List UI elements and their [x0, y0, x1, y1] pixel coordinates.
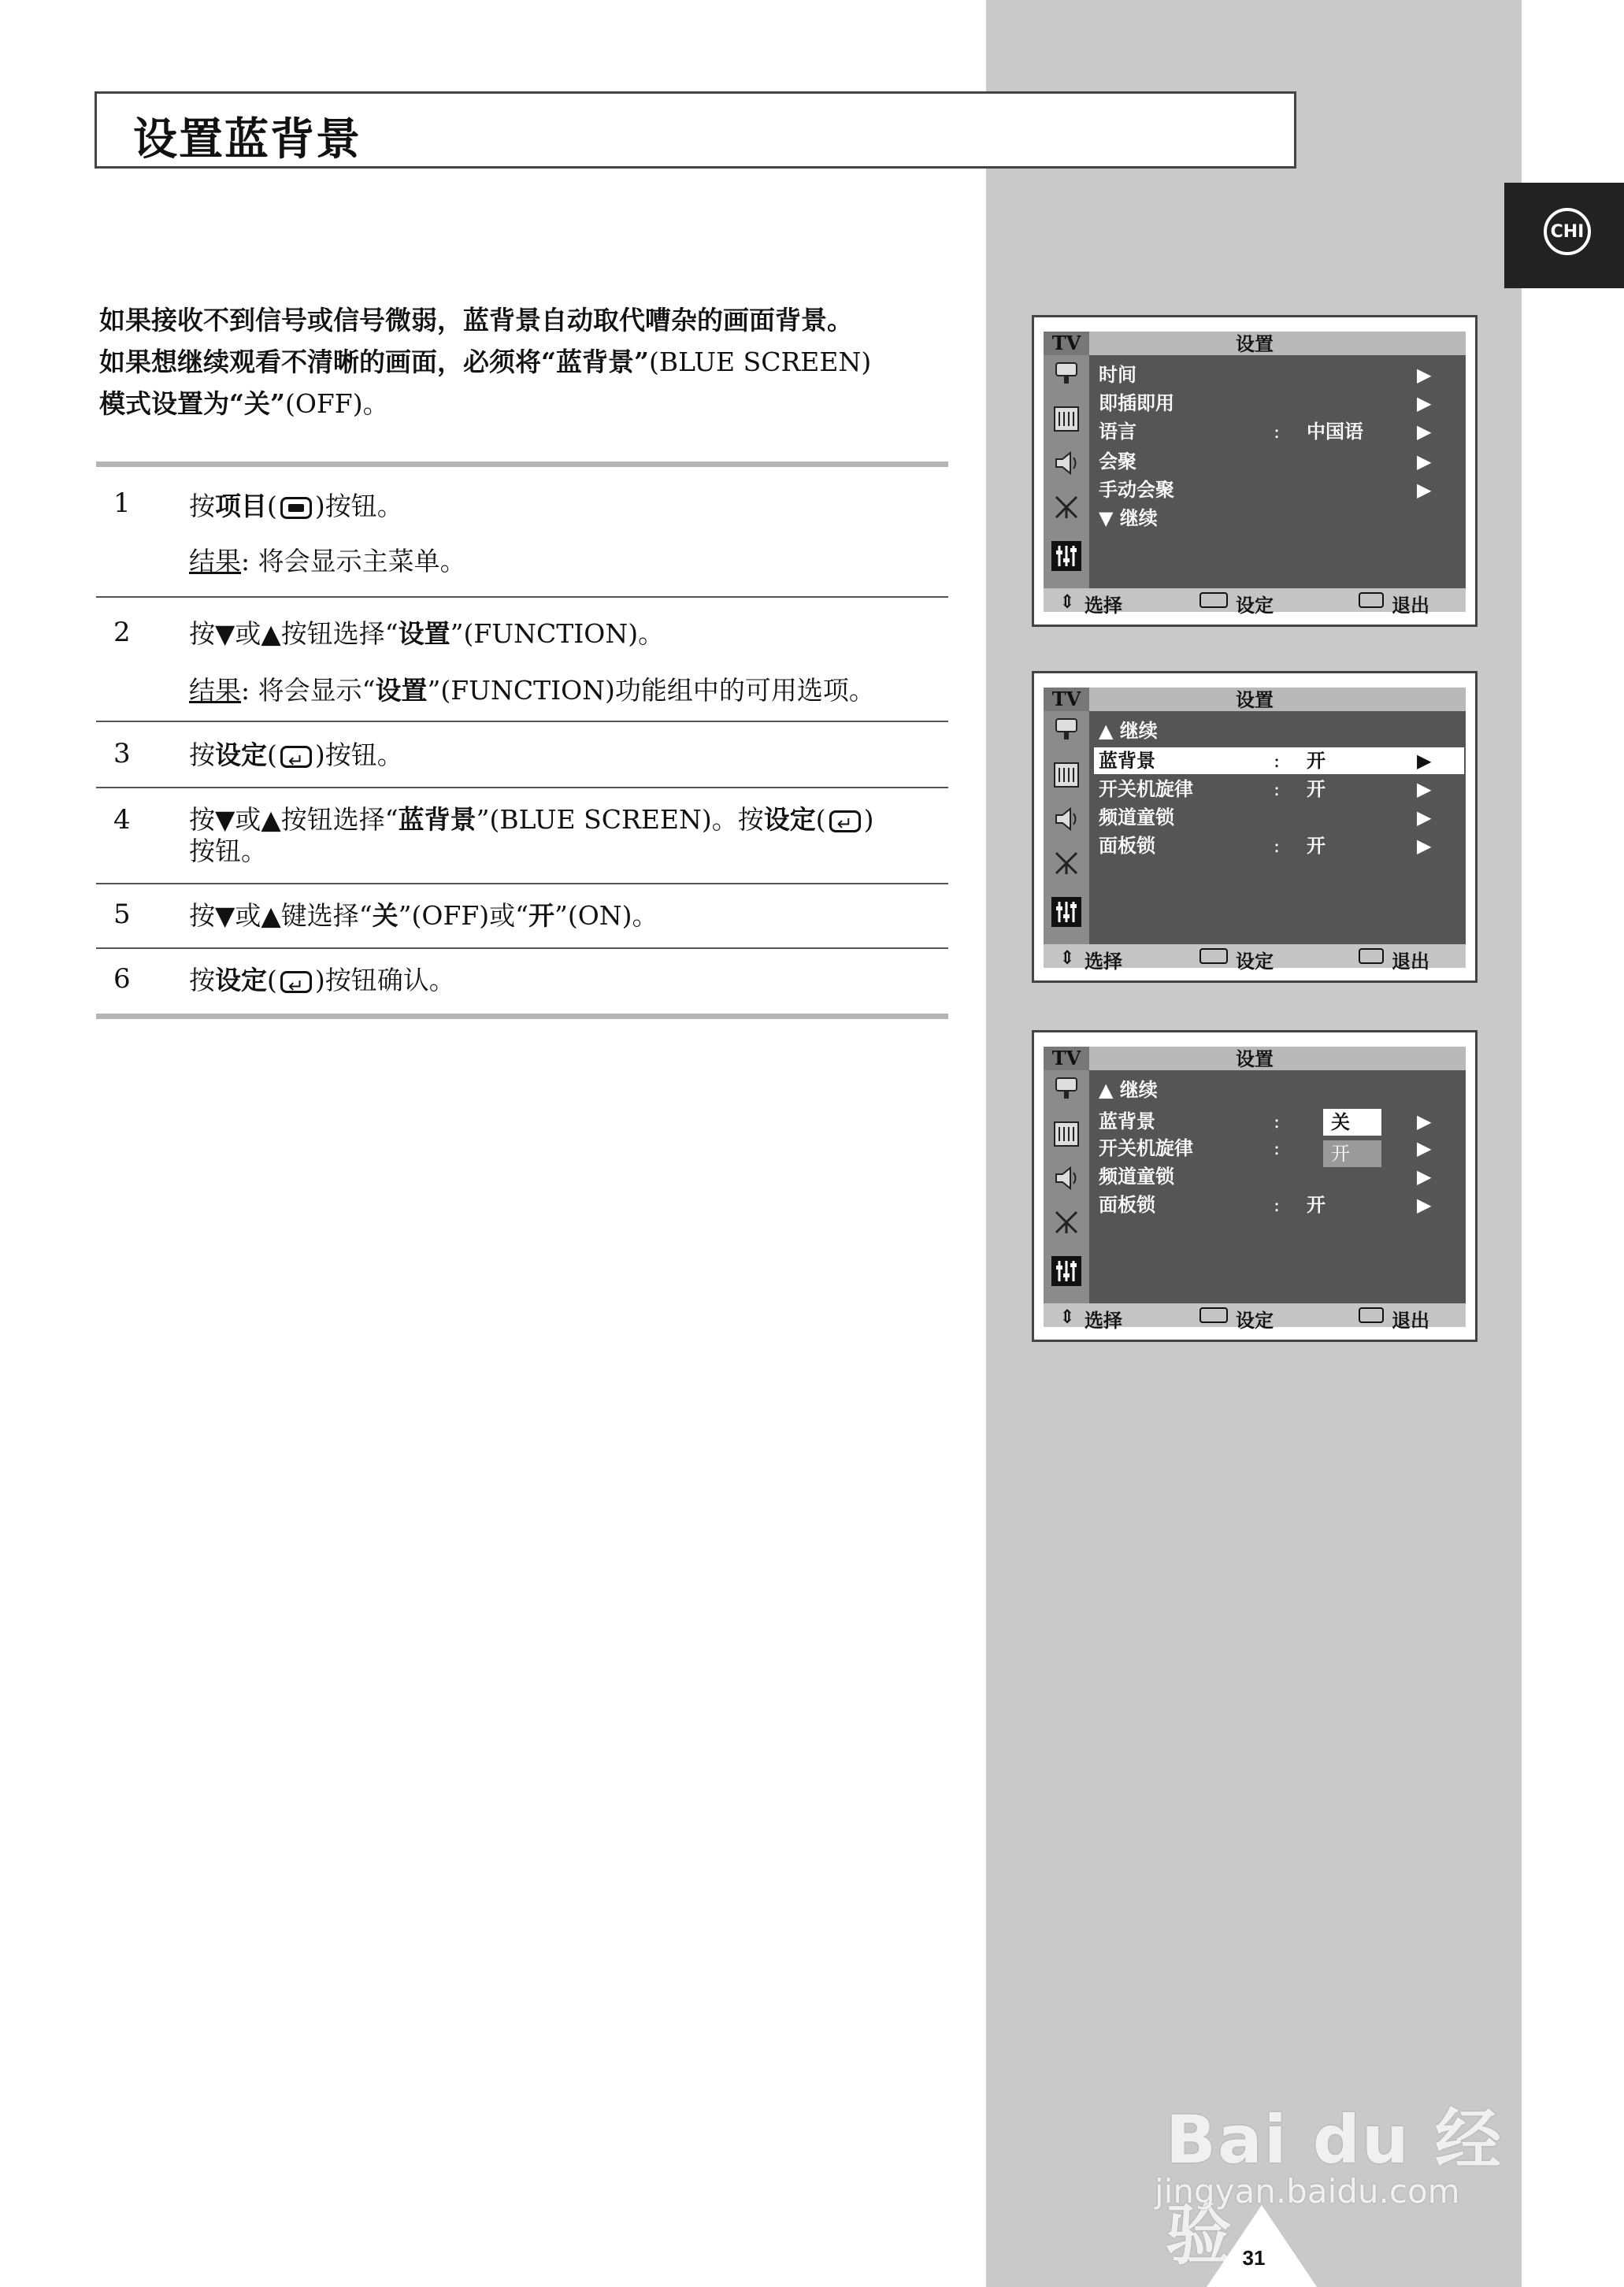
intro-line1: 如果接收不到信号或信号微弱，蓝背景自动取代嘈杂的画面背景。 [99, 305, 853, 335]
step-row-5 [96, 884, 948, 949]
step-keyword: 设定 [763, 804, 816, 835]
steps-top-rule [96, 461, 948, 467]
footer-exit: 退出 [1392, 950, 1429, 973]
result-label: 结果 [189, 546, 241, 576]
language-tab [1504, 183, 1624, 288]
tv-menu-item[interactable]: 时间 ▶ [1099, 363, 1432, 386]
step-number: 4 [113, 804, 131, 836]
tv-menu-item[interactable]: 蓝背景 : ▶ [1099, 1110, 1432, 1132]
tv-menu-item[interactable]: 面板锁 : 开 ▶ [1099, 834, 1432, 857]
tv-menu-item[interactable]: 手动会聚 ▶ [1099, 478, 1432, 501]
tv-screen-1 [1032, 315, 1478, 627]
step-text: ”(OFF)或“ [398, 900, 528, 931]
sound-icon [1051, 804, 1081, 834]
watermark-url: jingyan.baidu.com [1155, 2172, 1460, 2211]
tv-menu-item[interactable]: 开关机旋律 : ▶ [1099, 1136, 1432, 1159]
page-title: 设置蓝背景 [133, 113, 362, 165]
tv-footer [1044, 1303, 1466, 1332]
step-row-6 [96, 949, 948, 1014]
tv-menu-item[interactable]: ▲ 继续 [1099, 719, 1158, 742]
intro-line3a: 模式设置为“关” [99, 388, 285, 419]
footer-select: 选择 [1085, 1309, 1122, 1332]
tv-menu-item[interactable]: 开关机旋律 : 开 ▶ [1099, 777, 1432, 800]
exit-icon [1359, 1307, 1384, 1323]
step-text: ( [267, 739, 277, 770]
intro-line2b: (BLUE SCREEN) [648, 347, 872, 377]
page-number: 31 [1242, 2246, 1266, 2270]
footer-set: 设定 [1236, 950, 1274, 973]
enter-icon [1199, 592, 1228, 608]
tv-side-icons [1044, 1070, 1089, 1303]
menu-button-icon [280, 497, 312, 519]
tv-tag: TV [1044, 332, 1089, 355]
step-text: ( [267, 965, 277, 995]
footer-set: 设定 [1236, 1309, 1274, 1332]
step-text: ( [815, 804, 826, 835]
step-keyword: 项目 [215, 491, 267, 521]
option-off[interactable]: 关 [1323, 1109, 1381, 1136]
exit-icon [1359, 592, 1384, 608]
antenna-icon [1051, 1207, 1081, 1237]
intro-line3b: (OFF)。 [284, 388, 389, 419]
sound-icon [1051, 448, 1081, 478]
sound-icon [1051, 1163, 1081, 1193]
page-title-box [95, 91, 1296, 169]
channel-icon [1051, 760, 1081, 790]
channel-icon [1051, 1119, 1081, 1149]
tv-tag: TV [1044, 1047, 1089, 1070]
step-row-3 [96, 722, 948, 788]
step-keyword: 设定 [215, 965, 267, 995]
language-tab-label: CHI [1544, 208, 1591, 255]
step-text: )按钮确认。 [314, 965, 455, 995]
exit-icon [1359, 948, 1384, 964]
step-number: 5 [113, 899, 131, 930]
function-icon [1051, 1256, 1081, 1286]
step-keyword: 设置 [398, 618, 450, 649]
step-text: 按 [189, 965, 215, 995]
steps-list [96, 461, 948, 1019]
step-row-1 [96, 467, 948, 598]
tv-menu-item[interactable]: 面板锁 : 开 ▶ [1099, 1193, 1432, 1216]
step-number: 2 [113, 617, 131, 648]
function-icon [1051, 897, 1081, 927]
step-text: 按 [189, 739, 215, 770]
footer-exit: 退出 [1392, 594, 1429, 617]
step-row-4 [96, 788, 948, 884]
intro-line2a: 如果想继续观看不清晰的画面，必须将“蓝背景” [99, 347, 649, 377]
picture-icon [1051, 360, 1081, 390]
enter-icon [1199, 948, 1228, 964]
step-text: )按钮。 [314, 739, 403, 770]
step-number: 6 [113, 963, 131, 995]
step-text: 按▼或▲按钮选择“ [189, 618, 399, 649]
step-number: 3 [113, 738, 131, 769]
step-keyword: 蓝背景 [398, 804, 476, 835]
footer-select: 选择 [1085, 594, 1122, 617]
enter-button-icon [829, 810, 861, 832]
step-text: 按▼或▲键选择“ [189, 900, 373, 931]
step-keyword: 设定 [215, 739, 267, 770]
updown-icon: ⇕ [1059, 946, 1076, 969]
tv-menu-item[interactable]: 频道童锁 ▶ [1099, 806, 1432, 828]
tv-side-icons [1044, 711, 1089, 944]
enter-button-icon [280, 746, 312, 768]
tv-side-icons [1044, 355, 1089, 588]
step-text: ”(BLUE SCREEN)。按 [476, 804, 764, 835]
antenna-icon [1051, 848, 1081, 878]
tv-footer [1044, 944, 1466, 973]
result-keyword: 设置 [375, 675, 428, 706]
step-text: 按钮。 [189, 836, 267, 866]
tv-menu-title: 设置 [1236, 332, 1274, 355]
tv-menu-item[interactable]: 会聚 ▶ [1099, 450, 1432, 473]
enter-button-icon [280, 971, 312, 993]
footer-select: 选择 [1085, 950, 1122, 973]
tv-menu-item[interactable]: ▲ 继续 [1099, 1078, 1158, 1101]
tv-tag: TV [1044, 688, 1089, 711]
step-row-2 [96, 598, 948, 722]
steps-bottom-rule [96, 1014, 948, 1019]
result-text: ”(FUNCTION)功能组中的可用选项。 [427, 675, 875, 706]
function-icon [1051, 541, 1081, 571]
step-text: ) [863, 804, 874, 835]
footer-set: 设定 [1236, 594, 1274, 617]
tv-menu-item-selected[interactable]: 蓝背景 : 开 ▶ [1094, 747, 1464, 774]
step-text: ( [267, 491, 277, 521]
result-text: : 将会显示“ [241, 675, 376, 706]
tv-menu-item[interactable]: 频道童锁 ▶ [1099, 1165, 1432, 1188]
step-text: 按▼或▲按钮选择“ [189, 804, 399, 835]
intro-text [99, 299, 950, 424]
result-label: 结果 [189, 675, 241, 706]
picture-icon [1051, 1075, 1081, 1105]
step-text: ”(ON)。 [554, 900, 658, 931]
footer-exit: 退出 [1392, 1309, 1429, 1332]
step-keyword: 开 [528, 900, 554, 931]
step-text: )按钮。 [314, 491, 403, 521]
step-number: 1 [113, 487, 131, 519]
antenna-icon [1051, 492, 1081, 522]
tv-screen-3 [1032, 1030, 1478, 1342]
step-text: ”(FUNCTION)。 [450, 618, 665, 649]
step-text: 按 [189, 491, 215, 521]
channel-icon [1051, 404, 1081, 434]
tv-menu-item[interactable]: 即插即用 ▶ [1099, 391, 1432, 414]
tv-menu-title: 设置 [1236, 688, 1274, 711]
enter-icon [1199, 1307, 1228, 1323]
updown-icon: ⇕ [1059, 590, 1076, 613]
picture-icon [1051, 716, 1081, 746]
watermark-main: Bai du 经验 [1166, 2101, 1503, 2274]
tv-footer [1044, 588, 1466, 617]
tv-menu-title: 设置 [1236, 1047, 1274, 1070]
tv-menu-item[interactable]: 语言 : 中国语 ▶ [1099, 420, 1432, 443]
updown-icon: ⇕ [1059, 1305, 1076, 1328]
step-keyword: 关 [372, 900, 399, 931]
tv-menu-item[interactable]: ▼ 继续 [1099, 506, 1158, 529]
tv-screen-2 [1032, 671, 1478, 983]
result-text: : 将会显示主菜单。 [241, 546, 466, 576]
option-on[interactable]: 开 [1323, 1140, 1381, 1167]
